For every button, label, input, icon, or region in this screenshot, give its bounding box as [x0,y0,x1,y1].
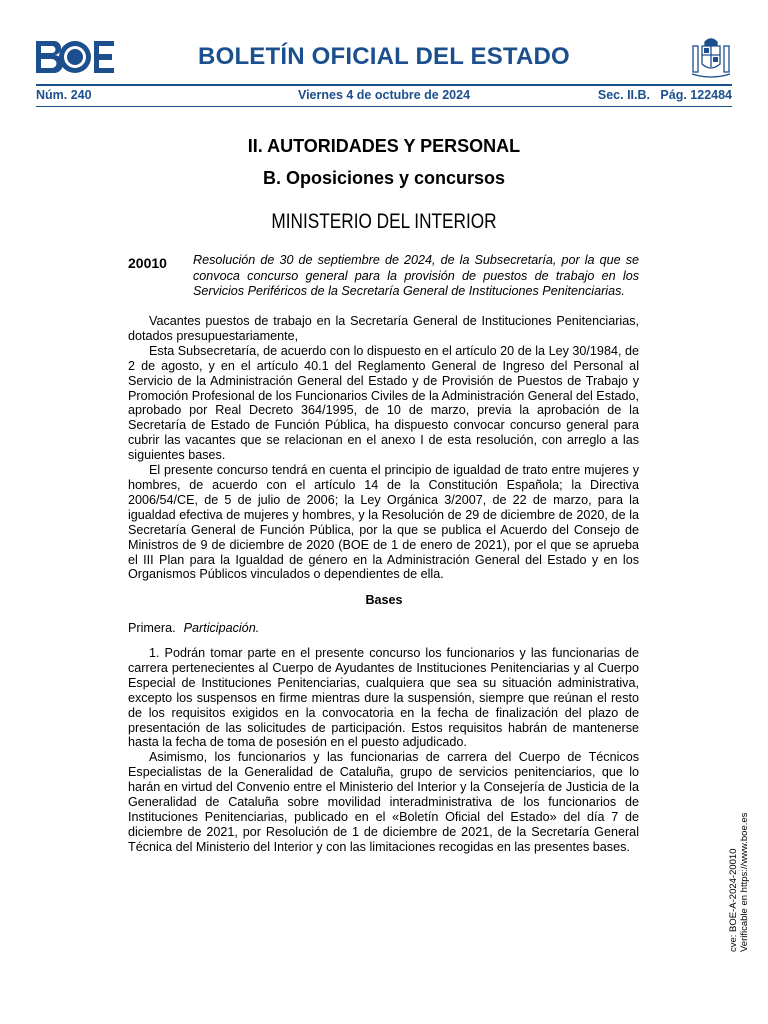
section-title: II. AUTORIDADES Y PERSONAL [247,136,521,156]
verification-sidebar [728,692,750,952]
coat-of-arms-icon [690,36,732,80]
resolution-title: Resolución de 30 de septiembre de 2024, de la Subsecretaría, por la que se convoca concurso general para la provisión de puestos de trabajo en los Servicios Periféricos de la Secretaría General de Instituciones Penitenciarias. [193,253,639,298]
masthead-title: BOLETÍN OFICIAL DEL ESTADO [198,43,570,70]
base-label: Primera. [128,621,176,635]
bases-heading: Bases [365,593,403,607]
header-rule [36,84,732,86]
paragraph: Vacantes puestos de trabajo en la Secretaría General de Instituciones Penitenciarias, dotados presupuestariamente, [128,314,639,343]
ministry-heading: MINISTERIO DEL INTERIOR [271,210,497,233]
verify-link[interactable]: Verificable en https://www.boe.es [739,812,750,952]
paragraph: 1. Podrán tomar parte en el presente concurso los funcionarios y las funcionarias de carrera pertenecientes al Cuerpo de Ayudantes de Instituciones Penitenciarias y al Cuerpo Especial de Instituciones Penitenciarias, cualquiera que sea su situación administrativa, excepto los suspensos en firme mientras dure la suspensión, siempre que reúnan el resto de los requisitos exigidos en la convocatoria en la fecha de finalización del plazo de presentación de las solicitudes de participación. Estos requisitos habrán de mantenerse hasta la fecha de toma de posesión en el puesto adjudicado. [128,646,639,750]
header-rule-bottom [36,106,732,107]
primera-text [128,646,639,855]
paragraph: El presente concurso tendrá en cuenta el principio de igualdad de trato entre mujeres y hombres, de acuerdo con el artículo 14 de la Constitución Española; la Directiva 2006/54/CE, de 5 de julio de 2006; la Ley Orgánica 3/2007, de 22 de marzo, para la igualdad efectiva de mujeres y hombres, y la Resolución de 29 de diciembre de 2020, de la Secretaría General de Función Pública, por la que se publica el Acuerdo del Consejo de Ministros de 9 de diciembre de 2020 (BOE de 1 de enero de 2021), por el que se aprueba el III Plan para la Igualdad de género en la Administración General del Estado y en los Organismos Públicos vinculados o dependientes de ella. [128,463,639,582]
intro-text [128,314,639,582]
cve-code: cve: BOE-A-2024-20010 [728,848,739,952]
resolution-number: 20010 [128,255,167,271]
issue-date: Viernes 4 de octubre de 2024 [297,88,471,102]
paragraph: Esta Subsecretaría, de acuerdo con lo dispuesto en el artículo 20 de la Ley 30/1984, de 2 de agosto, y en el artículo 40.1 del Reglamento General de Ingreso del Personal al Servicio de la Administración General del Estado y de Provisión de Puestos de Trabajo y Promoción Profesional de los Funcionarios Civiles de la Administración General del Estado, aprobado por Real Decreto 364/1995, de 10 de marzo, previa la aprobación de la Secretaría de Estado de Función Pública, ha dispuesto convocar concurso general para cubrir las vacantes que se relacionan en el anexo I de esta resolución, con arreglo a las siguientes bases. [128,343,640,463]
boe-logo [36,41,114,73]
section-subtitle: B. Oposiciones y concursos [262,168,506,188]
base-title: Participación. [183,621,260,635]
paragraph: Asimismo, los funcionarios y las funcionarias de carrera del Cuerpo de Técnicos Especialistas de la Generalidad de Cataluña, grupo de servicios penitenciarios, que lo harán en virtud del Convenio entre el Ministerio del Interior y la Consejería de Justicia de la Generalidad de Cataluña sobre movilidad interadministrativa de los funcionarios de Instituciones Penitenciarias, publicado en el «Boletín Oficial del Estado» del día 7 de diciembre de 2021, por Resolución de 1 de diciembre de 2021, de la Secretaría General Técnica del Ministerio del Interior y con las limitaciones recogidas en las presentes bases. [128,750,639,854]
section-page: Sec. II.B. Pág. 122484 [597,88,732,102]
issue-number: Núm. 240 [36,88,92,102]
base-primera-heading [128,621,259,635]
